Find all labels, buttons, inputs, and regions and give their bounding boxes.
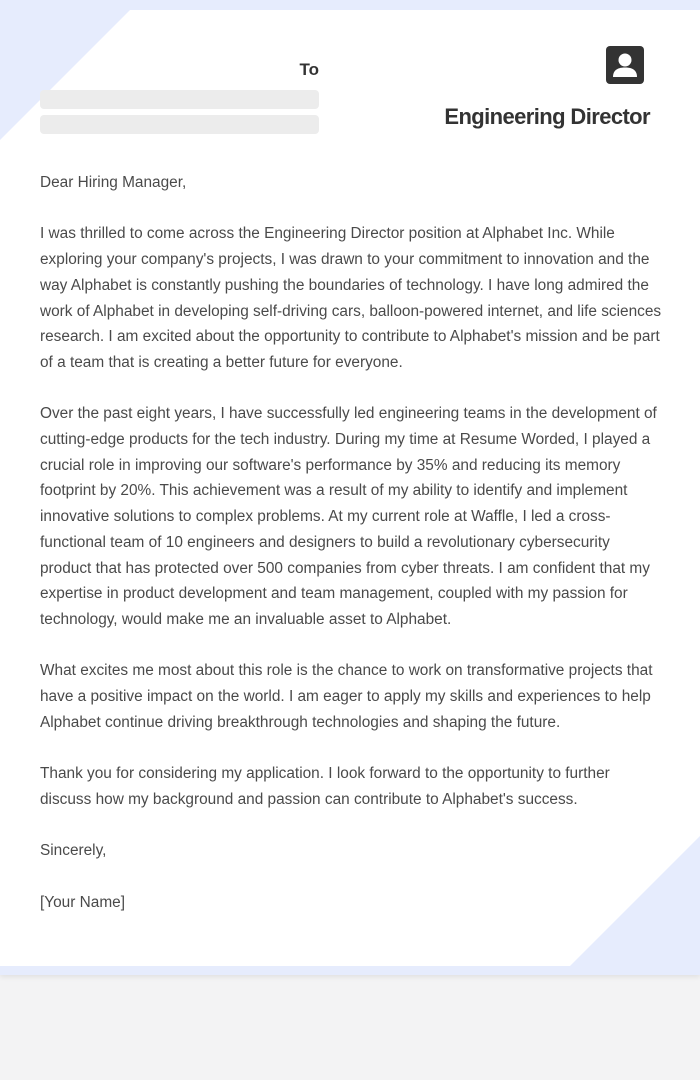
closing: Sincerely,	[40, 842, 107, 860]
body-paragraph: I was thrilled to come across the Engineering Director position at Alphabet Inc. While exploring your company's projects, I was drawn to your commitment to innovation and the way Alphabet is constantly pushing the boundaries of technology. I have long admired the work of Alphabet in developing self-driving cars, balloon-powered internet, and life sciences research. I am excited about the opportunity to contribute to Alphabet's mission and be part of a team that is creating a better future for everyone.	[40, 225, 662, 371]
job-title: Engineering Director	[444, 104, 650, 129]
recipient-placeholder-line	[40, 90, 319, 109]
letter-paper	[0, 10, 700, 966]
user-icon	[606, 46, 644, 84]
signature: [Your Name]	[40, 893, 125, 911]
body-paragraph: Over the past eight years, I have successfully led engineering teams in the development of cutting-edge products for the tech industry. During my time at Resume Worded, I played a crucial role in improving our software's performance by 35% and reducing its memory footprint by 20%. This achievement was a result of my ability to identify and implement innovative solutions to complex problems. At my current role at Waffle, I led a cross-functional team of 10 engineers and designers to build a revolutionary cybersecurity product that has protected over 500 companies from cyber threats. I am confident that my expertise in product development and team management, coupled with my passion for technology, would make me an invaluable asset to Alphabet.	[40, 405, 657, 628]
recipient-placeholder-line	[40, 115, 319, 134]
salutation: Dear Hiring Manager,	[40, 174, 187, 191]
letter-body	[40, 170, 662, 941]
body-paragraph: Thank you for considering my application. I look forward to the opportunity to further discuss how my background and passion can contribute to Alphabet's success.	[40, 765, 610, 808]
to-label: To	[299, 60, 319, 79]
body-paragraph: What excites me most about this role is the chance to work on transformative projects that have a positive impact on the world. I am eager to apply my skills and experiences to help Alphabet continue driving breakthrough technologies and shaping the future.	[40, 662, 653, 731]
